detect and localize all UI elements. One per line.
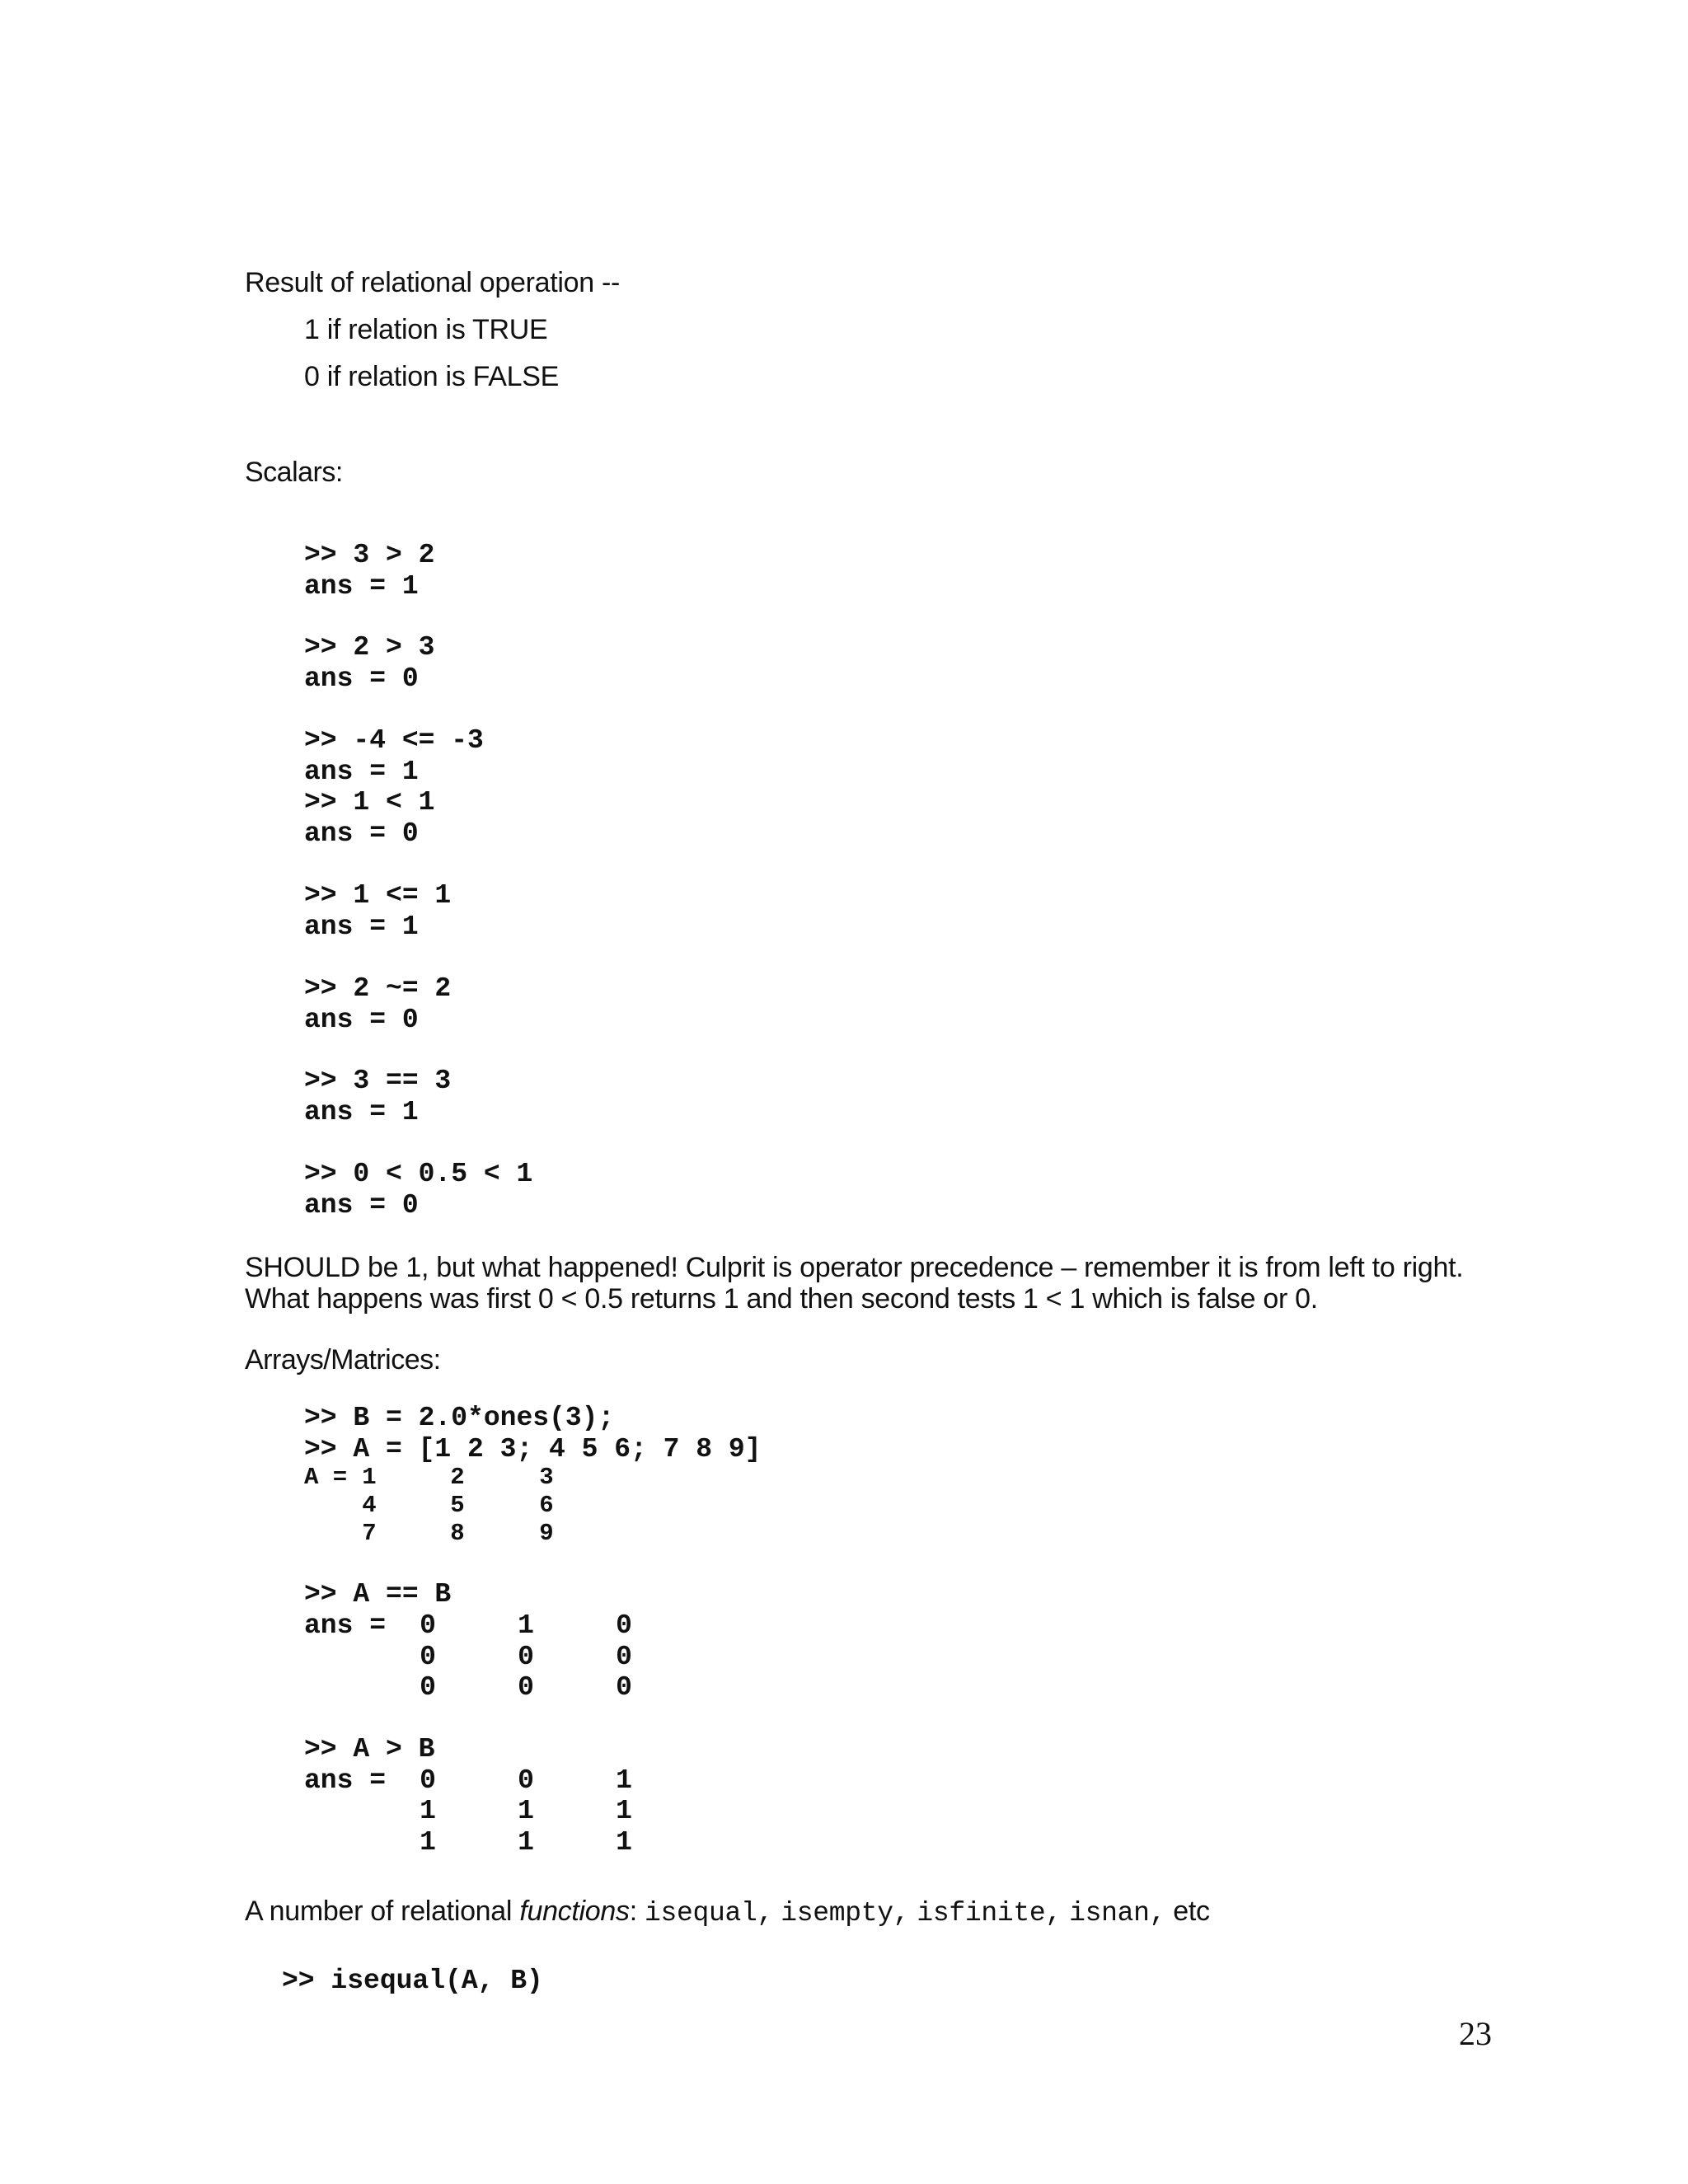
function-isempty: isempty,	[781, 1898, 910, 1929]
matrix-cell: 0	[518, 1672, 534, 1703]
matrix-cell: 0	[616, 1672, 632, 1703]
matrix-cell: 0	[420, 1672, 436, 1703]
matrix-cell: 1	[420, 1796, 436, 1826]
matrix-cell: 0	[420, 1642, 436, 1672]
matrix-cell: 0	[518, 1642, 534, 1672]
code-line: >> A == B	[304, 1579, 452, 1610]
code-line: >> 1 < 1	[304, 787, 435, 818]
matrix-cell: 2	[450, 1464, 465, 1491]
functions-italic: functions	[519, 1896, 630, 1927]
page-number: 23	[1459, 2015, 1492, 2052]
function-isfinite: isfinite,	[917, 1898, 1062, 1929]
matrix-cell: 8	[450, 1520, 465, 1547]
code-line: ans = 0	[304, 1190, 419, 1221]
code-line: ans = 0	[304, 1005, 419, 1035]
matrix-cell: 1	[616, 1796, 632, 1826]
matrix-cell: 1	[420, 1827, 436, 1858]
code-line: >> 3 > 2	[304, 540, 435, 570]
matrix-cell: 1	[518, 1796, 534, 1826]
code-line: ans = 0	[304, 818, 419, 849]
matrix-label: ans =	[304, 1610, 387, 1641]
matrix-cell: 4	[362, 1492, 377, 1519]
matrix-cell: 1	[616, 1827, 632, 1858]
matrix-cell: 9	[539, 1520, 554, 1547]
matrix-cell: 3	[539, 1464, 554, 1491]
code-line: ans = 1	[304, 912, 419, 942]
code-line: >> 1 <= 1	[304, 880, 452, 911]
code-line: >> 0 < 0.5 < 1	[304, 1159, 533, 1189]
code-line-isequal: >> isequal(A, B)	[282, 1966, 543, 1996]
code-line: >> -4 <= -3	[304, 725, 484, 756]
matrix-label: A =	[304, 1464, 348, 1491]
code-line: >> B = 2.0*ones(3);	[304, 1403, 615, 1433]
matrix-cell: 6	[539, 1492, 554, 1519]
functions-line	[245, 1895, 1210, 1930]
arrays-heading: Arrays/Matrices:	[245, 1344, 441, 1376]
matrix-cell: 1	[518, 1610, 534, 1641]
intro-line-true: 1 if relation is TRUE	[304, 314, 548, 345]
matrix-cell: 1	[362, 1464, 377, 1491]
code-line: >> 3 == 3	[304, 1066, 452, 1096]
matrix-cell: 0	[420, 1765, 436, 1796]
function-isequal: isequal,	[645, 1898, 774, 1929]
scalars-heading: Scalars:	[245, 457, 343, 488]
explanation-line-2: What happens was first 0 < 0.5 returns 1 and then second tests 1 < 1 which is false or 0.	[245, 1283, 1318, 1315]
matrix-cell: 5	[450, 1492, 465, 1519]
matrix-cell: 1	[616, 1765, 632, 1796]
functions-suffix: etc	[1173, 1896, 1210, 1927]
intro-line-1: Result of relational operation --	[245, 267, 621, 298]
matrix-cell: 1	[518, 1827, 534, 1858]
code-line: >> 2 > 3	[304, 632, 435, 663]
matrix-cell: 7	[362, 1520, 377, 1547]
matrix-label: ans =	[304, 1765, 387, 1796]
code-line: ans = 1	[304, 1097, 419, 1127]
explanation-line-1: SHOULD be 1, but what happened! Culprit is operator precedence – remember it is from left to right.	[245, 1252, 1464, 1283]
matrix-cell: 0	[420, 1610, 436, 1641]
functions-colon: :	[629, 1896, 645, 1927]
functions-prefix: A number of relational	[245, 1896, 520, 1927]
intro-line-false: 0 if relation is FALSE	[304, 361, 559, 392]
matrix-cell: 0	[518, 1765, 534, 1796]
code-line: >> 2 ~= 2	[304, 973, 452, 1004]
matrix-cell: 0	[616, 1642, 632, 1672]
code-line: ans = 0	[304, 663, 419, 694]
matrix-cell: 0	[616, 1610, 632, 1641]
function-isnan: isnan,	[1069, 1898, 1166, 1929]
code-line: >> A > B	[304, 1734, 435, 1765]
code-line: >> A = [1 2 3; 4 5 6; 7 8 9]	[304, 1434, 762, 1465]
code-line: ans = 1	[304, 571, 419, 602]
code-line: ans = 1	[304, 757, 419, 787]
